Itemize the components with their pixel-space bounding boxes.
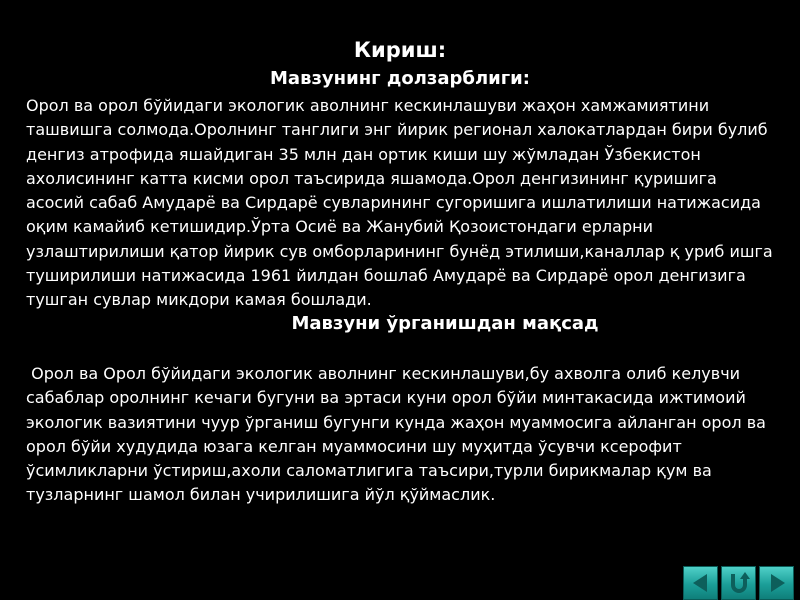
section-heading-goal: Мавзуни ўрганишдан мақсад — [291, 313, 599, 334]
return-button[interactable] — [721, 566, 756, 600]
slide-title: Кириш: — [353, 38, 447, 62]
return-icon — [726, 570, 752, 596]
paragraph-goal: Орол ва Орол бўйидаги экологик аволнинг кескинлашуви,бу ахволга олиб келувчи сабаблар оролнинг кечаги бугуни ва эртаси куни орол бўйи минтакасида ижтимоий экологик вазиятини чуур ўрганиш бугунги кунда жаҳон муаммосига айланган орол ва орол бўйи худудида юзага келган муаммосини шу муҳитда ўсувчи ксерофит ўсимликларни ўстириш,ахоли саломатлигига таъсири,турли бирикмалар қум ва тузларнинг шамол билан учирилишига йўл қўймаслик. — [26, 364, 772, 505]
arrow-left-icon — [689, 571, 713, 595]
paragraph-relevance: Орол ва орол бўйидаги экологик аволнинг кескинлашуви жаҳон хамжамиятини ташвишга солмода.Оролнинг танглиги энг йирик регионал халокатлардан бири булиб денгиз атрофида яшайдиган 35 млн дан ортик киши шу жўмладан Ўзбекистон ахолисининг катта кисми орол таъсирида яшамода.Орол денгизининг қуришига асосий сабаб Амударё ва Сирдарё сувларининг сугоришига ишлатилиши натижасида оқим камайиб кетишидир.Ўрта Осиё ва Жанубий Қозоистондаги ерларни узлаштирилиши қатор йирик сув омборларининг бунёд этилиши,каналлар қ уриб ишга туширилиши натижасида 1961 йилдан бошлаб Амударё ва Сирдарё орол денгизига тушган сувлар микдори камая бошлади. — [26, 96, 773, 310]
previous-slide-button[interactable] — [683, 566, 718, 600]
slide-navigation — [683, 566, 794, 600]
next-slide-button[interactable] — [759, 566, 794, 600]
arrow-right-icon — [765, 571, 789, 595]
subtitle: Мавзунинг долзарблиги: — [270, 68, 530, 89]
